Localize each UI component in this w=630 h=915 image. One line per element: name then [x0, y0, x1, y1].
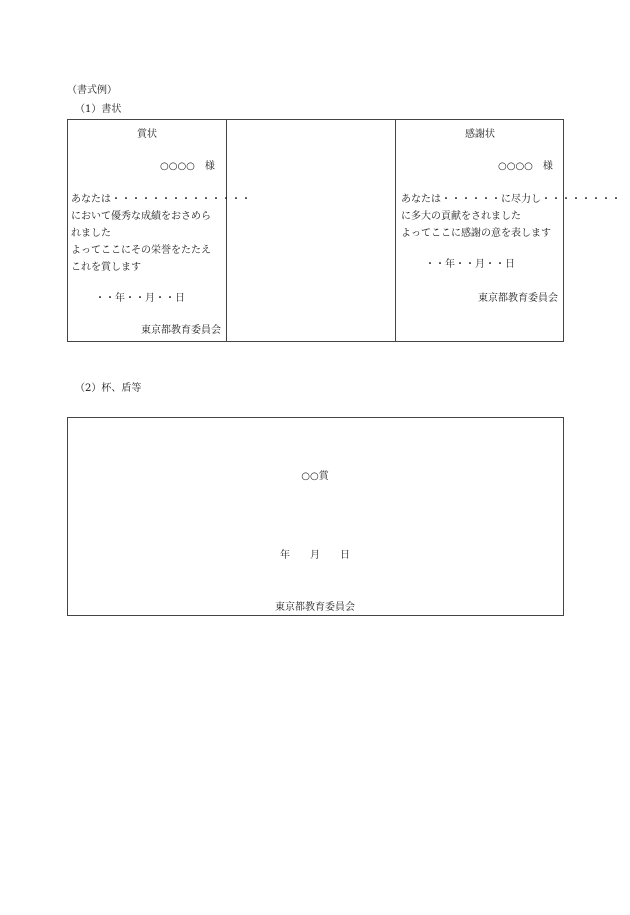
thanks-body-line-2: に多大の貢献をされました — [401, 211, 521, 222]
column-divider-right — [395, 119, 396, 342]
award-body-line-5: これを賞します — [71, 262, 141, 273]
award-recipient: ○○○○ 様 — [160, 161, 215, 172]
award-body-line-4: よってここにその栄誉をたたえ — [71, 245, 211, 256]
trophy-award-name: ○○賞 — [301, 471, 329, 482]
thanks-body — [401, 191, 621, 242]
thanks-body-line-1: あなたは・・・・・・に尽力し・・・・・・・・ — [401, 194, 621, 205]
award-issuer: 東京都教育委員会 — [141, 325, 221, 336]
award-body — [71, 191, 251, 276]
award-body-line-1: あなたは・・・・・・・・・・・・・・ — [71, 194, 251, 205]
thanks-recipient: ○○○○ 様 — [498, 161, 553, 172]
section-1-label: （1）書状 — [75, 104, 122, 115]
trophy-plaque-box — [67, 417, 564, 616]
award-date: ・・年・・月・・日 — [95, 293, 185, 304]
award-body-line-2: において優秀な成績をおさめら — [71, 211, 211, 222]
thanks-certificate-title: 感謝状 — [465, 129, 495, 140]
section-2-label: （2）杯、盾等 — [75, 383, 142, 394]
trophy-issuer: 東京都教育委員会 — [275, 602, 355, 613]
award-body-line-3: れました — [71, 228, 111, 239]
format-example-label: （書式例） — [67, 85, 117, 96]
thanks-date: ・・年・・月・・日 — [425, 259, 515, 270]
thanks-body-line-3: よってここに感謝の意を表します — [401, 228, 551, 239]
thanks-issuer: 東京都教育委員会 — [478, 293, 558, 304]
trophy-date: 年 月 日 — [280, 550, 350, 561]
award-certificate-title: 賞状 — [137, 129, 157, 140]
